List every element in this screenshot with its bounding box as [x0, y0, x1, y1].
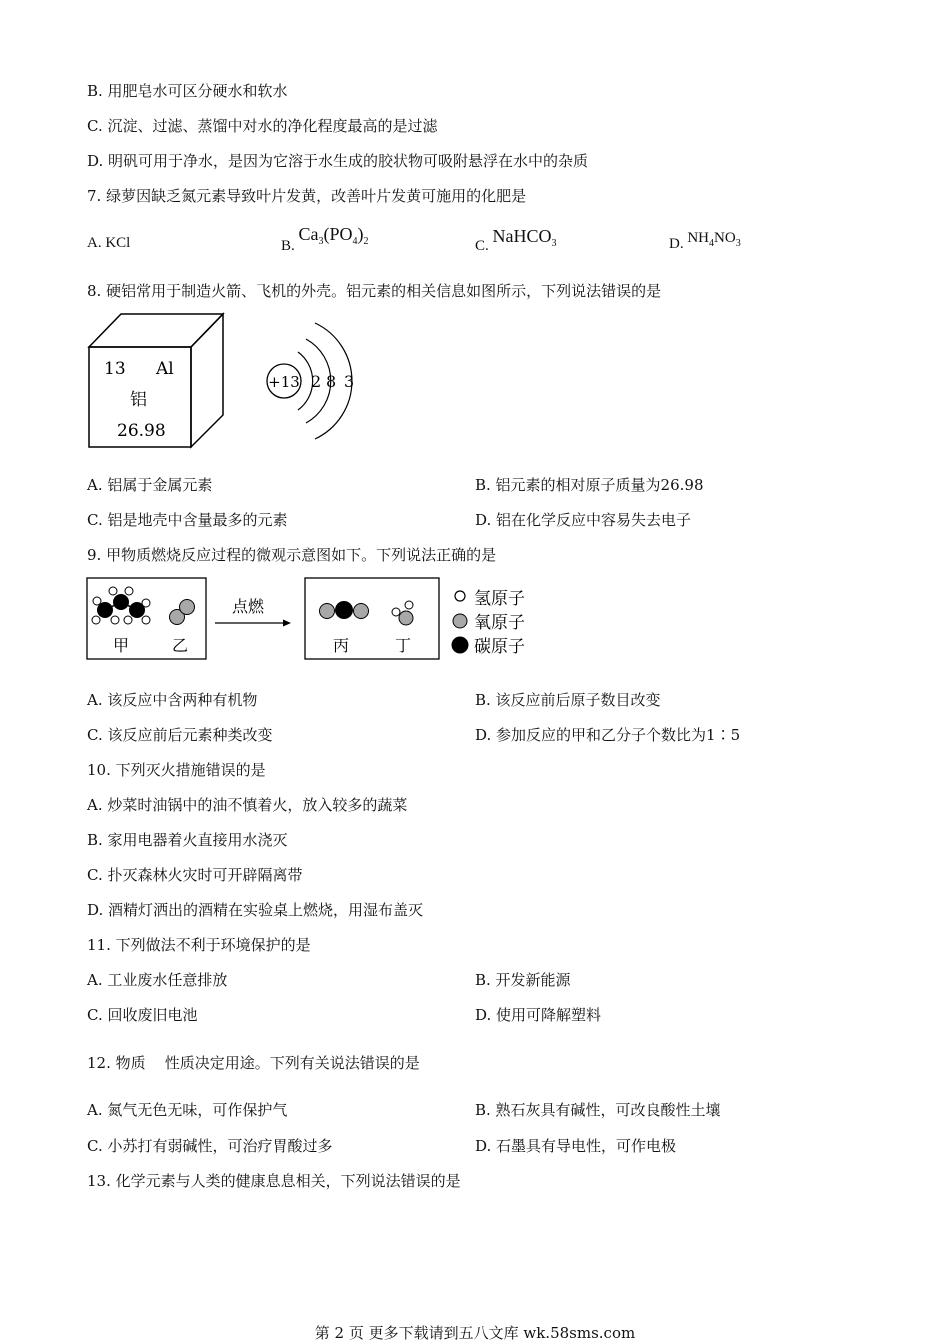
atom-structure-diagram — [267, 323, 354, 439]
label-jia: 甲 — [112, 636, 130, 655]
q7-b-part-4: 4 — [352, 236, 358, 247]
q12-option-c: C. 小苏打有弱碱性，可治疗胃酸过多 — [87, 1137, 333, 1155]
q7-option-c — [475, 226, 557, 254]
reaction-arrow-head — [283, 620, 291, 627]
q7-d-part-3: NO — [714, 230, 736, 246]
q12-option-a: A. 氮气无色无味，可作保护气 — [87, 1101, 288, 1119]
carbon-atom — [129, 602, 145, 618]
q11-option-c: C. 回收废旧电池 — [87, 1006, 198, 1024]
atom-legend — [452, 589, 526, 657]
hydrogen-atom — [109, 587, 117, 595]
q11-option-d: D. 使用可降解塑料 — [475, 1006, 602, 1024]
hydrogen-atom — [392, 608, 400, 616]
q8-option-c: C. 铝是地壳中含量最多的元素 — [87, 511, 288, 529]
shell-electrons-1: 2 — [311, 372, 322, 391]
nucleus-charge: +13 — [268, 373, 300, 391]
q7-c-part-2: 3 — [551, 238, 557, 249]
q9-option-c: C. 该反应前后元素种类改变 — [87, 726, 273, 744]
q9-option-d: D. 参加反应的甲和乙分子个数比为1∶5 — [475, 726, 741, 744]
element-cell-cube — [89, 314, 223, 447]
q10-stem: 10. 下列灭火措施错误的是 — [87, 761, 266, 779]
q7-d-part-4: 3 — [735, 238, 741, 249]
element-symbol: Al — [156, 359, 174, 379]
q6-option-b: B. 用肥皂水可区分硬水和软水 — [87, 82, 288, 100]
q7-b-part-2: 3 — [318, 236, 324, 247]
cube-side-face — [191, 314, 223, 447]
q9-option-b: B. 该反应前后原子数目改变 — [475, 691, 661, 709]
q7-b-part-1: Ca — [298, 224, 319, 244]
q7-option-b — [281, 224, 369, 252]
q11-option-b: B. 开发新能源 — [475, 971, 571, 989]
q7-option-d-prefix: D. — [669, 236, 684, 252]
molecule-yi — [170, 600, 195, 625]
carbon-atom — [97, 602, 113, 618]
q12-option-d: D. 石墨具有导电性，可作电极 — [475, 1137, 677, 1155]
reaction-condition: 点燃 — [231, 597, 265, 616]
q7-c-part-1: NaHCO — [492, 226, 552, 246]
legend-carbon-label: 碳原子 — [474, 637, 525, 657]
hydrogen-atom — [125, 587, 133, 595]
hydrogen-atom — [405, 601, 413, 609]
q7-d-part-2: 4 — [709, 238, 715, 249]
oxygen-atom — [320, 604, 335, 619]
q8-stem: 8. 硬铝常用于制造火箭、飞机的外壳。铝元素的相关信息如图所示，下列说法错误的是 — [87, 282, 662, 300]
label-bing: 丙 — [332, 636, 350, 655]
q12-option-b: B. 熟石灰具有碱性，可改良酸性土壤 — [475, 1101, 721, 1119]
shell-electrons-2: 8 — [326, 372, 337, 391]
q9-reaction-diagram — [80, 572, 550, 667]
hydrogen-atom — [92, 616, 100, 624]
q7-b-part-5: ) — [357, 224, 364, 244]
element-name: 铝 — [130, 390, 147, 410]
legend-hydrogen-label: 氢原子 — [474, 589, 525, 609]
q8-option-a: A. 铝属于金属元素 — [87, 476, 213, 494]
q10-option-d: D. 酒精灯洒出的酒精在实验桌上燃烧，用湿布盖灭 — [87, 901, 424, 919]
q7-stem: 7. 绿萝因缺乏氮元素导致叶片发黄，改善叶片发黄可施用的化肥是 — [87, 187, 527, 205]
q7-d-part-1: NH — [687, 230, 710, 246]
page-footer: 第 2 页 更多下载请到五八文库 wk.58sms.com — [314, 1324, 636, 1342]
q6-option-d: D. 明矾可用于净水，是因为它溶于水生成的胶状物可吸附悬浮在水中的杂质 — [87, 152, 589, 170]
q10-option-a: A. 炒菜时油锅中的油不慎着火，放入较多的蔬菜 — [87, 796, 408, 814]
atomic-mass: 26.98 — [117, 421, 166, 441]
q9-stem: 9. 甲物质燃烧反应过程的微观示意图如下。下列说法正确的是 — [87, 546, 497, 564]
hydrogen-atom — [111, 616, 119, 624]
q10-option-c: C. 扑灭森林火灾时可开辟隔离带 — [87, 866, 303, 884]
hydrogen-atom — [124, 616, 132, 624]
atomic-number: 13 — [104, 359, 126, 379]
carbon-atom — [113, 594, 129, 610]
oxygen-atom — [180, 600, 195, 615]
q11-option-a: A. 工业废水任意排放 — [87, 971, 228, 989]
q8-aluminum-figure — [80, 308, 380, 453]
q7-b-part-6: 2 — [363, 236, 369, 247]
q8-option-d: D. 铝在化学反应中容易失去电子 — [475, 511, 692, 529]
q10-option-b: B. 家用电器着火直接用水浇灭 — [87, 831, 288, 849]
carbon-atom — [335, 601, 353, 619]
q7-option-a: A. KCl — [87, 235, 131, 251]
legend-oxygen-icon — [453, 614, 467, 628]
q7-option-c-prefix: C. — [475, 238, 489, 254]
hydrogen-atom — [142, 616, 150, 624]
shell-electrons-3: 3 — [344, 372, 355, 391]
q12-stem: 12. 物质 性质决定用途。下列有关说法错误的是 — [87, 1054, 420, 1072]
q7-option-d — [669, 228, 741, 254]
q9-option-a: A. 该反应中含两种有机物 — [87, 691, 258, 709]
oxygen-atom — [399, 611, 413, 625]
legend-hydrogen-icon — [455, 591, 465, 601]
molecule-ding — [392, 601, 413, 625]
molecule-jia — [92, 587, 150, 624]
molecule-bing — [320, 601, 369, 619]
label-ding: 丁 — [394, 636, 412, 655]
q11-stem: 11. 下列做法不利于环境保护的是 — [87, 936, 311, 954]
q7-option-b-prefix: B. — [281, 238, 295, 254]
q8-option-b: B. 铝元素的相对原子质量为26.98 — [475, 476, 704, 494]
label-yi: 乙 — [171, 636, 189, 655]
hydrogen-atom — [93, 597, 101, 605]
legend-oxygen-label: 氧原子 — [474, 613, 525, 633]
legend-carbon-icon — [452, 637, 469, 654]
oxygen-atom — [354, 604, 369, 619]
cube-top-face — [89, 314, 223, 347]
q6-option-c: C. 沉淀、过滤、蒸馏中对水的净化程度最高的是过滤 — [87, 117, 438, 135]
q7-b-part-3: (PO — [323, 224, 353, 244]
q13-stem: 13. 化学元素与人类的健康息息相关，下列说法错误的是 — [87, 1172, 461, 1190]
